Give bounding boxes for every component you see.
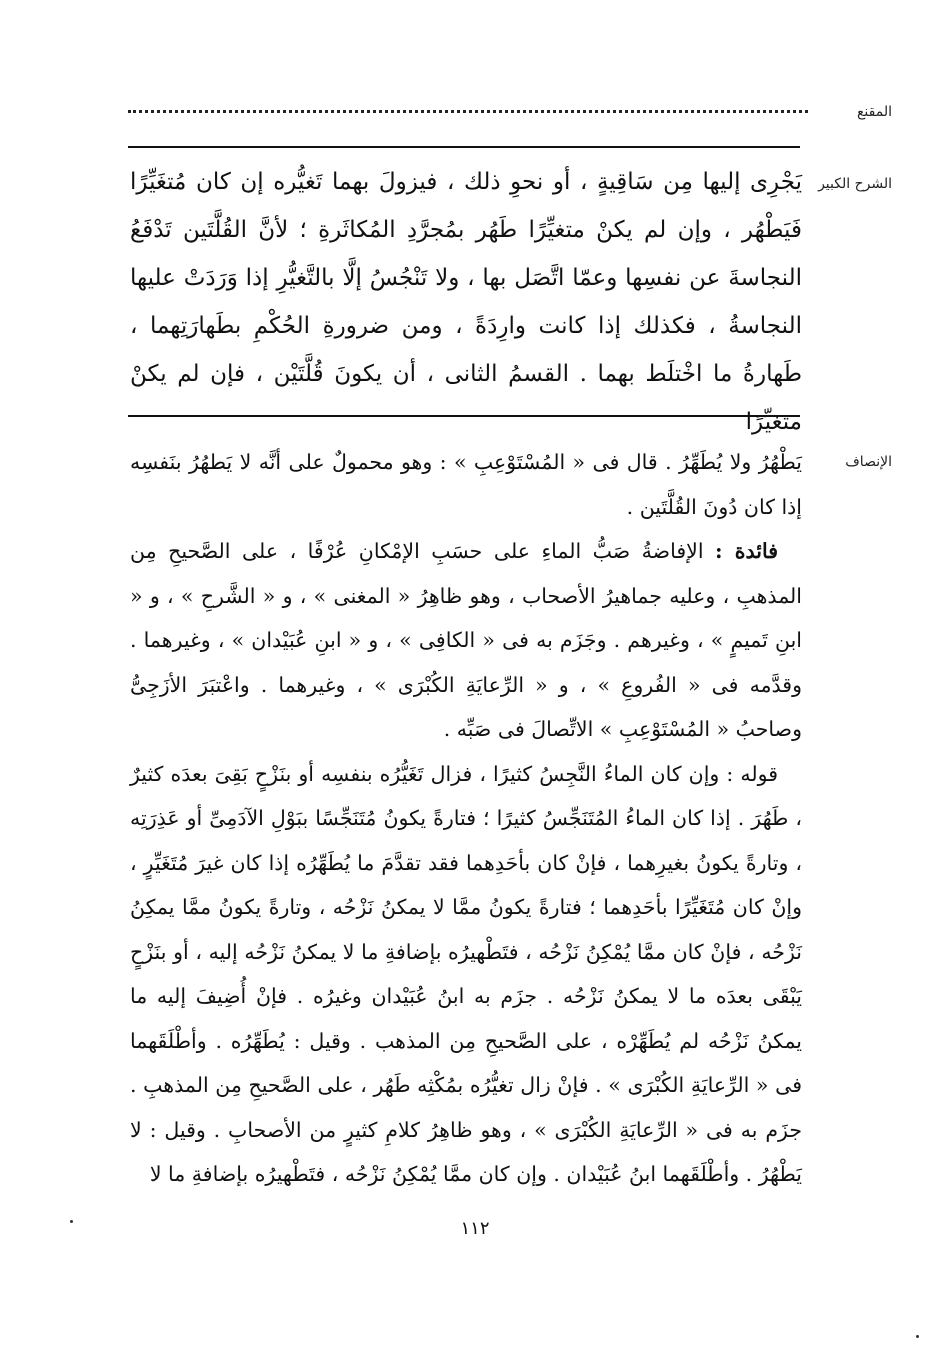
insaf-paragraph-3: قوله : وإن كان الماءُ النَّجِسُ كثيرًا ، فزال تَغَيُّرُه بنفسِه أو بنَزْحٍ بَقِىَ بعدَه كثيرٌ ، طَهُرَ . إذا كان الماءُ المُتَنَجِّسُ كثيرًا ؛ فتارةً يكونُ مُتَنَجِّسًا ببَوْلِ الآدَمِىِّ أو عَذِرَتِه ، وتارةً يكونُ بغيرِهما ، فإنْ كان بأحَدِهما فقد تقدَّمَ ما يُطَهِّرُه إذا كان غيرَ مُتَغَيِّرٍ ، وإنْ كان مُتَغَيِّرًا بأحَدِهما ؛ فتارةً يكونُ ممَّا لا يمكنُ نَزْحُه ، وتارةً يكونُ ممَّا يمكِنُ نَزْحُه ، فإنْ كان ممَّا يُمْكِنُ نَزْحُه ، فتَطْهيرُه بإضافةِ ما لا يمكنُ نَزْحُه إليه ، أو بنَزْحٍ يَبْقَى بعدَه ما لا يمكنُ نَزْحُه . جزَم به ابنُ عُبَيْدان وغيرُه . فإنْ أُضِيفَ إليه ما يمكنُ نَزْحُه لم يُطَهِّرْه ، على الصَّحيحِ مِن المذهب . وقيل : يُطَهِّرُه . وأطْلَقَهما فى « الرِّعايَةِ الكُبْرَى » . فإنْ زال تغيُّرُه بمُكْثِه طَهُر ، على الصَّحيحِ مِن المذهبِ . جزَم به فى « الرِّعايَةِ الكُبْرَى » ، وهو ظاهِرُ كلامِ كثيرٍ من الأصحابِ . وقيل : لا يَطْهُرُ . وأطْلَقَهما ابنُ عُبَيْدان . وإن كان ممَّا يُمْكِنُ نَزْحُه ، فتَطْهيرُه بإضافةِ ما لا (130, 761, 802, 1186)
faida-label: فائدة : (715, 539, 778, 563)
header-dotted-line (128, 102, 808, 113)
insaf-paragraph-faida (130, 529, 802, 752)
insaf-paragraph-1: يَطْهُرُ ولا يُطَهِّرُ . قال فى « المُسْتَوْعِبِ » : وهو محمولٌ على أنَّه لا يَطهُرُ بنَفسِه إذا كان دُونَ القُلَّتَين . (130, 450, 802, 519)
book-title-header: المقنع (856, 104, 892, 120)
faida-text: الإفاضةُ صَبُّ الماءِ على حسَبِ الإمْكانِ عُرْفًا ، على الصَّحيحِ مِن المذهبِ ، وعليه جماهيرُ الأصحاب ، وهو ظاهِرُ « المغنى » ، و « الشَّرحِ » ، و « ابنِ تَميمٍ » ، وغيرهم . وجَزَم به فى « الكافِى » ، و « ابنِ عُبَيْدان » ، وغيرهما . وقدَّمه فى « الفُروعِ » ، و « الرِّعايَةِ الكُبْرَى » ، وغيرهما . واعْتبَرَ الأزَجِىُّ وصاحبُ « المُسْتَوْعِبِ » الاتِّصالَ فى صَبِّه . (130, 539, 802, 741)
sharh-text-block (130, 158, 802, 435)
section-label-sharh: الشرح الكبير (818, 176, 892, 192)
section-label-insaf: الإنصاف (845, 454, 892, 470)
top-rule (128, 146, 800, 148)
scan-speck (70, 1220, 73, 1223)
sharh-paragraph: يَجْرِى إليها مِن سَاقِيةٍ ، أو نحوِ ذلك ، فيزولَ بهما تَغيُّره إن كان مُتغَيِّرًا فَيَطْهُر ، وإن لم يكنْ متغيِّرًا طَهُر بمُجرَّدِ المُكاثَرةِ ؛ لأنَّ القُلَّتَين تَدْفَعُ النجاسةَ عن نفسِها وعمّا اتَّصَل بها ، ولا تَنْجُسُ إلَّا بالتَّغيُّرِ إذا وَرَدَتْ عليها النجاسةُ ، فكذلك إذا كانت وارِدَةً ، ومن ضرورةِ الحُكْمِ بطَهارَتِهما ، طَهارةُ ما اخْتلَط بهما . القسمُ الثانى ، أن يكونَ قُلَّتَيْن ، فإن لم يكنْ متغيِّرًا (130, 169, 802, 435)
section-divider-rule (128, 415, 800, 417)
scan-speck (916, 1335, 919, 1338)
insaf-text-block (130, 440, 802, 1210)
page-number: ١١٢ (460, 1218, 490, 1239)
